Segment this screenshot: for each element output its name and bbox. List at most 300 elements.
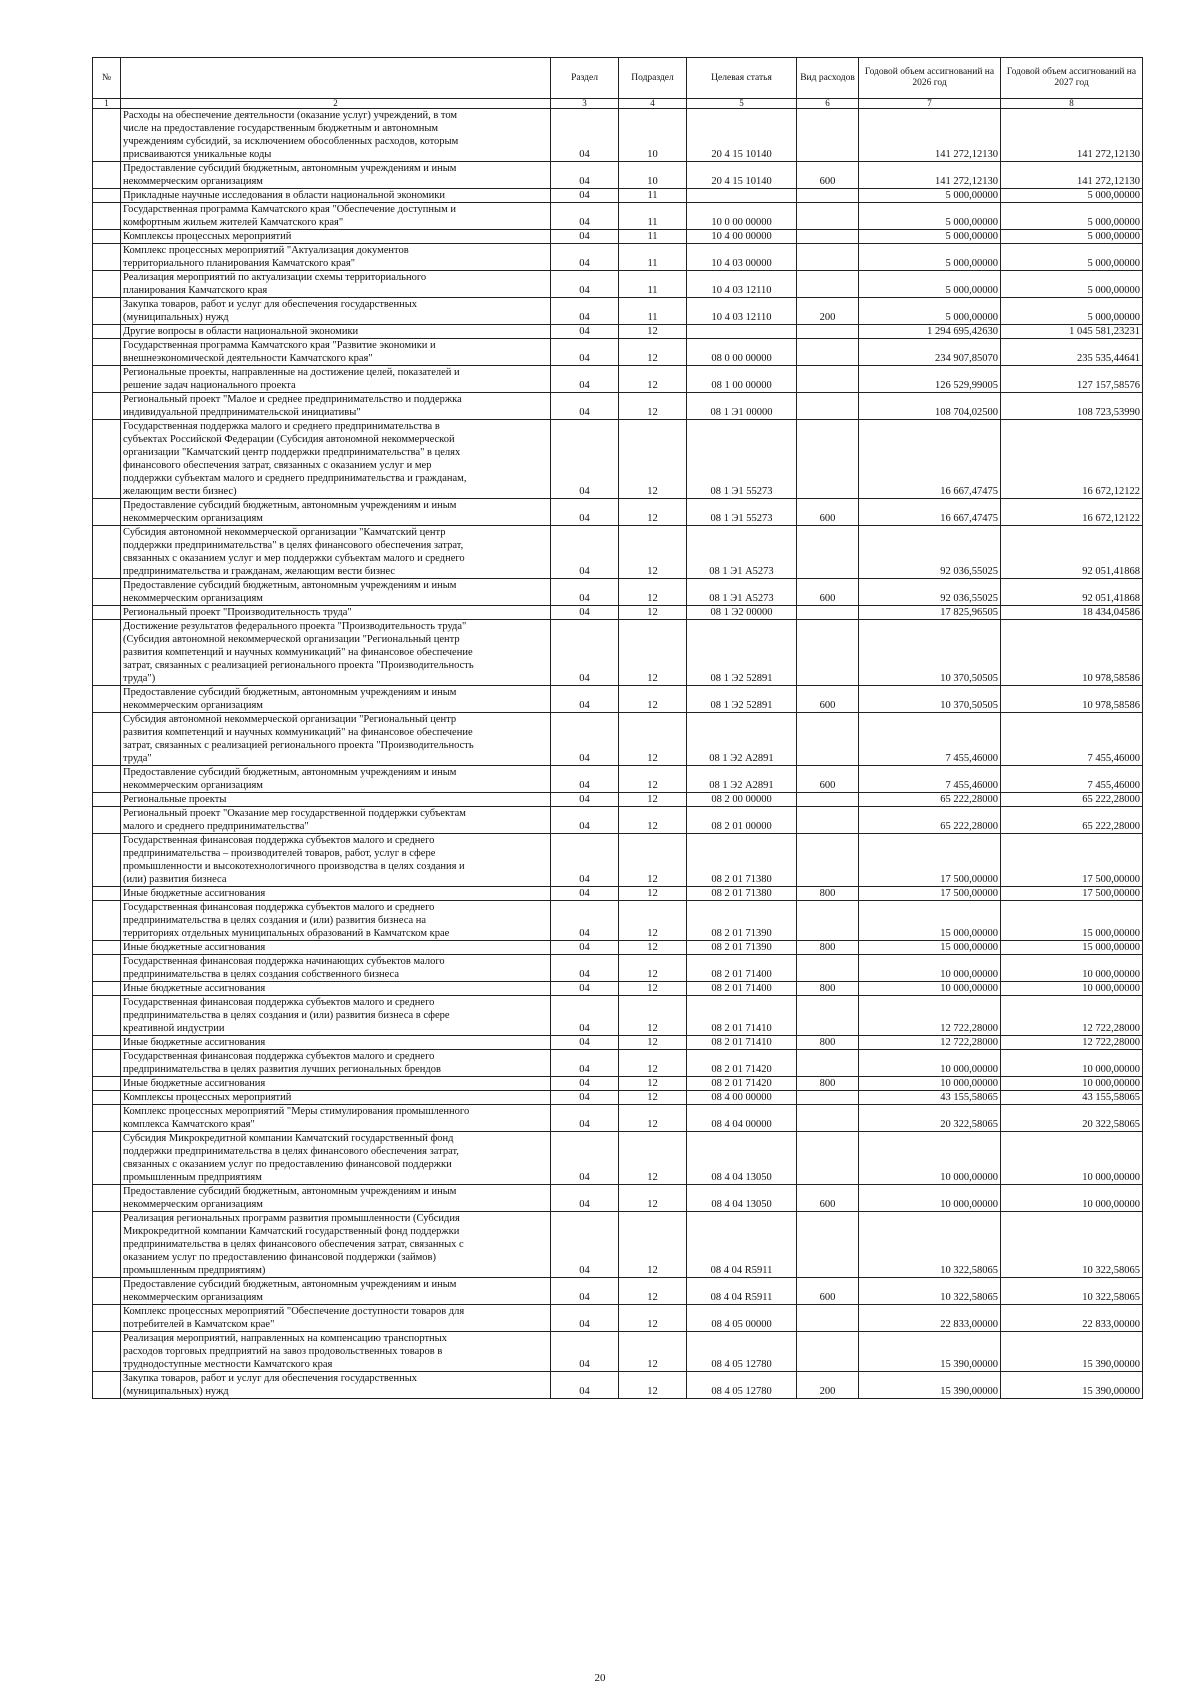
table-row: [93, 1372, 1143, 1399]
table-header-row: [93, 58, 1143, 99]
target-article-cell: 08 2 01 71390: [687, 941, 797, 955]
row-name-cell: Государственная финансовая поддержка субъектов малого и среднего предпринимательства – производителей товаров, работ, услуг в сфере промышленности и высокотехнологичного производства в целях создания и (или) развития бизнеса: [121, 834, 551, 887]
target-article-cell: 08 2 01 71380: [687, 887, 797, 901]
volume-2027-cell: 108 723,53990: [1001, 393, 1143, 420]
podrazdel-cell: 12: [619, 834, 687, 887]
volume-2026-cell: 43 155,58065: [859, 1091, 1001, 1105]
row-number-cell: [93, 1105, 121, 1132]
target-article-cell: 08 2 01 71380: [687, 834, 797, 887]
row-name-cell: Предоставление субсидий бюджетным, автономным учреждениям и иным некоммерческим организациям: [121, 1278, 551, 1305]
volume-2026-cell: 108 704,02500: [859, 393, 1001, 420]
podrazdel-cell: 12: [619, 339, 687, 366]
podrazdel-cell: 12: [619, 1077, 687, 1091]
table-row: [93, 793, 1143, 807]
row-name-cell: Субсидия Микрокредитной компании Камчатский государственный фонд поддержки предпринимательства в целях финансового обеспечения затрат, связанных с оказанием услуг по предоставлению финансовой поддержки промышленным предприятиям: [121, 1132, 551, 1185]
volume-2027-cell: 5 000,00000: [1001, 298, 1143, 325]
target-article-cell: 08 2 01 71410: [687, 1036, 797, 1050]
razdel-cell: 04: [551, 1372, 619, 1399]
expense-type-cell: [797, 713, 859, 766]
expense-type-cell: [797, 996, 859, 1036]
column-number: 7: [859, 99, 1001, 109]
razdel-cell: 04: [551, 766, 619, 793]
expense-type-cell: [797, 526, 859, 579]
column-number: 8: [1001, 99, 1143, 109]
razdel-cell: 04: [551, 982, 619, 996]
target-article-cell: 08 1 Э1 55273: [687, 499, 797, 526]
razdel-cell: 04: [551, 1278, 619, 1305]
razdel-cell: 04: [551, 579, 619, 606]
expense-type-cell: 600: [797, 579, 859, 606]
target-article-cell: 08 4 04 13050: [687, 1185, 797, 1212]
row-name-cell: Предоставление субсидий бюджетным, автономным учреждениям и иным некоммерческим организациям: [121, 499, 551, 526]
table-row: [93, 686, 1143, 713]
row-name-cell: Реализация региональных программ развития промышленности (Субсидия Микрокредитной компании Камчатский государственный фонд поддержки предпринимательства в целях финансового обеспечения затрат, связанных с оказанием услуг по предоставлению финансовой поддержки (займов) промышленным предприятиям): [121, 1212, 551, 1278]
expense-type-cell: [797, 955, 859, 982]
volume-2026-cell: 65 222,28000: [859, 793, 1001, 807]
expense-type-cell: 800: [797, 1036, 859, 1050]
podrazdel-cell: 12: [619, 579, 687, 606]
podrazdel-cell: 12: [619, 325, 687, 339]
row-number-cell: [93, 579, 121, 606]
target-article-cell: 08 2 01 71400: [687, 982, 797, 996]
expense-type-cell: [797, 1332, 859, 1372]
razdel-cell: 04: [551, 1091, 619, 1105]
row-number-cell: [93, 1132, 121, 1185]
volume-2027-cell: 12 722,28000: [1001, 1036, 1143, 1050]
row-name-cell: Комплекс процессных мероприятий "Актуализация документов территориального планирования Камчатского края": [121, 244, 551, 271]
row-name-cell: Расходы на обеспечение деятельности (оказание услуг) учреждений, в том числе на предоставление государственным бюджетным и автономным учреждениям субсидий, за исключением обособленных расходов, которым присваиваются уникальные коды: [121, 109, 551, 162]
expense-type-cell: [797, 393, 859, 420]
volume-2027-cell: 17 500,00000: [1001, 834, 1143, 887]
podrazdel-cell: 12: [619, 1132, 687, 1185]
row-number-cell: [93, 244, 121, 271]
row-number-cell: [93, 834, 121, 887]
volume-2026-cell: 1 294 695,42630: [859, 325, 1001, 339]
table-row: [93, 1185, 1143, 1212]
expense-type-cell: 600: [797, 766, 859, 793]
row-name-cell: Субсидия автономной некоммерческой организации "Камчатский центр поддержки предпринимательства" в целях финансового обеспечения затрат, связанных с оказанием услуг и мер поддержки субъектам малого и среднего предпринимательства и гражданам, желающим вести бизнес: [121, 526, 551, 579]
volume-2027-cell: 18 434,04586: [1001, 606, 1143, 620]
target-article-cell: 08 1 Э1 55273: [687, 420, 797, 499]
column-number: 2: [121, 99, 551, 109]
row-number-cell: [93, 620, 121, 686]
volume-2026-cell: 15 000,00000: [859, 941, 1001, 955]
expense-type-cell: 800: [797, 1077, 859, 1091]
row-name-cell: Закупка товаров, работ и услуг для обеспечения государственных (муниципальных) нужд: [121, 1372, 551, 1399]
table-row: [93, 1332, 1143, 1372]
volume-2026-cell: 65 222,28000: [859, 807, 1001, 834]
volume-2026-cell: 5 000,00000: [859, 271, 1001, 298]
expense-type-cell: 600: [797, 686, 859, 713]
table-row: [93, 766, 1143, 793]
razdel-cell: 04: [551, 834, 619, 887]
target-article-cell: 08 2 01 71420: [687, 1077, 797, 1091]
header-num: №: [93, 58, 121, 99]
column-number: 4: [619, 99, 687, 109]
row-name-cell: Предоставление субсидий бюджетным, автономным учреждениям и иным некоммерческим организациям: [121, 1185, 551, 1212]
row-name-cell: Комплексы процессных мероприятий: [121, 230, 551, 244]
target-article-cell: 08 2 01 71400: [687, 955, 797, 982]
row-number-cell: [93, 1036, 121, 1050]
volume-2027-cell: 5 000,00000: [1001, 203, 1143, 230]
target-article-cell: 08 1 Э2 52891: [687, 620, 797, 686]
razdel-cell: 04: [551, 606, 619, 620]
volume-2026-cell: 17 500,00000: [859, 834, 1001, 887]
razdel-cell: 04: [551, 1132, 619, 1185]
volume-2026-cell: 16 667,47475: [859, 420, 1001, 499]
razdel-cell: 04: [551, 793, 619, 807]
podrazdel-cell: 12: [619, 1105, 687, 1132]
volume-2027-cell: 10 000,00000: [1001, 955, 1143, 982]
razdel-cell: 04: [551, 325, 619, 339]
podrazdel-cell: 12: [619, 1212, 687, 1278]
row-name-cell: Комплекс процессных мероприятий "Меры стимулирования промышленного комплекса Камчатского края": [121, 1105, 551, 1132]
podrazdel-cell: 10: [619, 162, 687, 189]
table-row: [93, 887, 1143, 901]
podrazdel-cell: 12: [619, 887, 687, 901]
expense-type-cell: 600: [797, 499, 859, 526]
table-row: [93, 713, 1143, 766]
row-name-cell: Достижение результатов федерального проекта "Производительность труда" (Субсидия автономной некоммерческой организации "Региональный центр развития компетенций и научных коммуникаций" на финансовое обеспечение затрат, связанных с реализацией регионального проекта "Производительность труда"): [121, 620, 551, 686]
podrazdel-cell: 12: [619, 982, 687, 996]
razdel-cell: 04: [551, 244, 619, 271]
row-name-cell: Иные бюджетные ассигнования: [121, 941, 551, 955]
table-row: [93, 620, 1143, 686]
razdel-cell: 04: [551, 393, 619, 420]
target-article-cell: 08 4 04 R5911: [687, 1278, 797, 1305]
target-article-cell: [687, 325, 797, 339]
podrazdel-cell: 12: [619, 1091, 687, 1105]
podrazdel-cell: 12: [619, 793, 687, 807]
table-row: [93, 393, 1143, 420]
podrazdel-cell: 11: [619, 271, 687, 298]
expense-type-cell: [797, 230, 859, 244]
header-podrazdel: Подраздел: [619, 58, 687, 99]
expense-type-cell: 600: [797, 162, 859, 189]
row-number-cell: [93, 109, 121, 162]
volume-2026-cell: 15 000,00000: [859, 901, 1001, 941]
target-article-cell: 10 4 03 00000: [687, 244, 797, 271]
expense-type-cell: [797, 325, 859, 339]
podrazdel-cell: 12: [619, 1185, 687, 1212]
volume-2026-cell: 126 529,99005: [859, 366, 1001, 393]
target-article-cell: 08 4 05 12780: [687, 1372, 797, 1399]
target-article-cell: 10 4 03 12110: [687, 298, 797, 325]
target-article-cell: 10 4 03 12110: [687, 271, 797, 298]
podrazdel-cell: 12: [619, 499, 687, 526]
volume-2026-cell: 12 722,28000: [859, 996, 1001, 1036]
volume-2026-cell: 5 000,00000: [859, 298, 1001, 325]
target-article-cell: 10 4 00 00000: [687, 230, 797, 244]
row-name-cell: Предоставление субсидий бюджетным, автономным учреждениям и иным некоммерческим организациям: [121, 162, 551, 189]
volume-2026-cell: 5 000,00000: [859, 189, 1001, 203]
row-number-cell: [93, 713, 121, 766]
volume-2026-cell: 20 322,58065: [859, 1105, 1001, 1132]
volume-2026-cell: 141 272,12130: [859, 109, 1001, 162]
volume-2026-cell: 10 000,00000: [859, 1185, 1001, 1212]
volume-2027-cell: 92 051,41868: [1001, 579, 1143, 606]
expense-type-cell: [797, 244, 859, 271]
row-number-cell: [93, 606, 121, 620]
row-number-cell: [93, 1305, 121, 1332]
volume-2026-cell: 10 370,50505: [859, 686, 1001, 713]
column-number: 3: [551, 99, 619, 109]
expense-type-cell: [797, 366, 859, 393]
volume-2026-cell: 10 370,50505: [859, 620, 1001, 686]
target-article-cell: 20 4 15 10140: [687, 162, 797, 189]
volume-2027-cell: 235 535,44641: [1001, 339, 1143, 366]
row-number-cell: [93, 1212, 121, 1278]
target-article-cell: 08 1 Э1 А5273: [687, 526, 797, 579]
table-row: [93, 298, 1143, 325]
row-name-cell: Государственная поддержка малого и среднего предпринимательства в субъектах Российской Федерации (Субсидия автономной некоммерческой организации "Камчатский центр поддержки предпринимательства" в целях финансового обеспечения затрат, связанных с оказанием услуг и мер поддержки субъектам малого и среднего предпринимательства и гражданам, желающим вести бизнес): [121, 420, 551, 499]
target-article-cell: 10 0 00 00000: [687, 203, 797, 230]
row-number-cell: [93, 526, 121, 579]
expense-type-cell: [797, 1050, 859, 1077]
table-row: [93, 325, 1143, 339]
volume-2026-cell: 7 455,46000: [859, 766, 1001, 793]
volume-2026-cell: 7 455,46000: [859, 713, 1001, 766]
volume-2026-cell: 10 322,58065: [859, 1278, 1001, 1305]
podrazdel-cell: 12: [619, 393, 687, 420]
row-name-cell: Другие вопросы в области национальной экономики: [121, 325, 551, 339]
table-row: [93, 109, 1143, 162]
razdel-cell: 04: [551, 996, 619, 1036]
expense-type-cell: 800: [797, 941, 859, 955]
budget-table: [92, 57, 1143, 1399]
table-row: [93, 1091, 1143, 1105]
volume-2027-cell: 5 000,00000: [1001, 189, 1143, 203]
volume-2027-cell: 43 155,58065: [1001, 1091, 1143, 1105]
expense-type-cell: [797, 339, 859, 366]
expense-type-cell: [797, 793, 859, 807]
podrazdel-cell: 12: [619, 1305, 687, 1332]
volume-2026-cell: 10 000,00000: [859, 1050, 1001, 1077]
row-number-cell: [93, 1091, 121, 1105]
expense-type-cell: [797, 834, 859, 887]
razdel-cell: 04: [551, 1212, 619, 1278]
podrazdel-cell: 12: [619, 807, 687, 834]
table-row: [93, 579, 1143, 606]
razdel-cell: 04: [551, 887, 619, 901]
podrazdel-cell: 11: [619, 203, 687, 230]
row-number-cell: [93, 996, 121, 1036]
razdel-cell: 04: [551, 526, 619, 579]
target-article-cell: 08 1 Э2 00000: [687, 606, 797, 620]
volume-2026-cell: 22 833,00000: [859, 1305, 1001, 1332]
table-row: [93, 526, 1143, 579]
volume-2027-cell: 22 833,00000: [1001, 1305, 1143, 1332]
target-article-cell: 08 2 01 71390: [687, 901, 797, 941]
table-row: [93, 982, 1143, 996]
row-number-cell: [93, 339, 121, 366]
header-expense-type: Вид расходов: [797, 58, 859, 99]
volume-2026-cell: 10 000,00000: [859, 1132, 1001, 1185]
volume-2027-cell: 12 722,28000: [1001, 996, 1143, 1036]
table-row: [93, 1105, 1143, 1132]
podrazdel-cell: 12: [619, 766, 687, 793]
podrazdel-cell: 12: [619, 941, 687, 955]
volume-2026-cell: 15 390,00000: [859, 1372, 1001, 1399]
column-number-row: [93, 99, 1143, 109]
razdel-cell: 04: [551, 713, 619, 766]
table-row: [93, 162, 1143, 189]
podrazdel-cell: 11: [619, 298, 687, 325]
target-article-cell: 08 0 00 00000: [687, 339, 797, 366]
volume-2026-cell: 141 272,12130: [859, 162, 1001, 189]
header-volume-2026: Годовой объем ассигнований на 2026 год: [859, 58, 1001, 99]
row-number-cell: [93, 393, 121, 420]
target-article-cell: 08 2 00 00000: [687, 793, 797, 807]
table-row: [93, 244, 1143, 271]
table-row: [93, 230, 1143, 244]
table-row: [93, 339, 1143, 366]
razdel-cell: 04: [551, 339, 619, 366]
target-article-cell: 08 1 Э2 А2891: [687, 766, 797, 793]
row-name-cell: Предоставление субсидий бюджетным, автономным учреждениям и иным некоммерческим организациям: [121, 766, 551, 793]
row-name-cell: Предоставление субсидий бюджетным, автономным учреждениям и иным некоммерческим организациям: [121, 579, 551, 606]
volume-2026-cell: 10 322,58065: [859, 1212, 1001, 1278]
expense-type-cell: [797, 620, 859, 686]
razdel-cell: 04: [551, 1077, 619, 1091]
volume-2027-cell: 92 051,41868: [1001, 526, 1143, 579]
row-number-cell: [93, 941, 121, 955]
volume-2027-cell: 7 455,46000: [1001, 713, 1143, 766]
volume-2026-cell: 10 000,00000: [859, 1077, 1001, 1091]
table-row: [93, 1278, 1143, 1305]
volume-2027-cell: 10 978,58586: [1001, 686, 1143, 713]
row-name-cell: Иные бюджетные ассигнования: [121, 1036, 551, 1050]
razdel-cell: 04: [551, 298, 619, 325]
podrazdel-cell: 12: [619, 1372, 687, 1399]
volume-2027-cell: 10 322,58065: [1001, 1212, 1143, 1278]
column-number: 5: [687, 99, 797, 109]
target-article-cell: 08 4 05 12780: [687, 1332, 797, 1372]
razdel-cell: 04: [551, 162, 619, 189]
volume-2027-cell: 15 000,00000: [1001, 901, 1143, 941]
volume-2027-cell: 5 000,00000: [1001, 230, 1143, 244]
target-article-cell: 08 2 01 71420: [687, 1050, 797, 1077]
expense-type-cell: [797, 901, 859, 941]
razdel-cell: 04: [551, 366, 619, 393]
row-name-cell: Реализация мероприятий, направленных на компенсацию транспортных расходов торговых предприятий на завоз продовольственных товаров в труднодоступные местности Камчатского края: [121, 1332, 551, 1372]
expense-type-cell: [797, 189, 859, 203]
volume-2026-cell: 17 500,00000: [859, 887, 1001, 901]
volume-2027-cell: 20 322,58065: [1001, 1105, 1143, 1132]
volume-2027-cell: 141 272,12130: [1001, 162, 1143, 189]
volume-2027-cell: 65 222,28000: [1001, 793, 1143, 807]
volume-2026-cell: 10 000,00000: [859, 955, 1001, 982]
row-name-cell: Комплекс процессных мероприятий "Обеспечение доступности товаров для потребителей в Камчатском крае": [121, 1305, 551, 1332]
table-row: [93, 834, 1143, 887]
podrazdel-cell: 12: [619, 901, 687, 941]
target-article-cell: 08 1 00 00000: [687, 366, 797, 393]
row-number-cell: [93, 766, 121, 793]
volume-2027-cell: 16 672,12122: [1001, 499, 1143, 526]
row-number-cell: [93, 499, 121, 526]
expense-type-cell: 600: [797, 1278, 859, 1305]
target-article-cell: 08 4 05 00000: [687, 1305, 797, 1332]
target-article-cell: 20 4 15 10140: [687, 109, 797, 162]
row-number-cell: [93, 1050, 121, 1077]
razdel-cell: 04: [551, 1305, 619, 1332]
row-name-cell: Региональный проект "Малое и среднее предпринимательство и поддержка индивидуальной предпринимательской инициативы": [121, 393, 551, 420]
row-number-cell: [93, 325, 121, 339]
row-number-cell: [93, 230, 121, 244]
volume-2027-cell: 10 000,00000: [1001, 1185, 1143, 1212]
target-article-cell: [687, 189, 797, 203]
podrazdel-cell: 11: [619, 230, 687, 244]
expense-type-cell: 600: [797, 1185, 859, 1212]
razdel-cell: 04: [551, 109, 619, 162]
volume-2027-cell: 10 000,00000: [1001, 1077, 1143, 1091]
row-number-cell: [93, 1372, 121, 1399]
expense-type-cell: [797, 1132, 859, 1185]
volume-2027-cell: 1 045 581,23231: [1001, 325, 1143, 339]
target-article-cell: 08 1 Э1 00000: [687, 393, 797, 420]
volume-2026-cell: 92 036,55025: [859, 579, 1001, 606]
page-number: 20: [594, 1672, 606, 1684]
volume-2027-cell: 5 000,00000: [1001, 271, 1143, 298]
razdel-cell: 04: [551, 420, 619, 499]
row-name-cell: Иные бюджетные ассигнования: [121, 1077, 551, 1091]
volume-2027-cell: 15 000,00000: [1001, 941, 1143, 955]
target-article-cell: 08 4 00 00000: [687, 1091, 797, 1105]
row-number-cell: [93, 203, 121, 230]
budget-table-sheet: [92, 57, 1142, 1399]
razdel-cell: 04: [551, 620, 619, 686]
table-row: [93, 366, 1143, 393]
volume-2027-cell: 10 000,00000: [1001, 982, 1143, 996]
row-name-cell: Региональный проект "Производительность труда": [121, 606, 551, 620]
podrazdel-cell: 12: [619, 686, 687, 713]
volume-2026-cell: 12 722,28000: [859, 1036, 1001, 1050]
razdel-cell: 04: [551, 1105, 619, 1132]
row-number-cell: [93, 686, 121, 713]
row-number-cell: [93, 420, 121, 499]
podrazdel-cell: 10: [619, 109, 687, 162]
table-row: [93, 1036, 1143, 1050]
volume-2027-cell: 15 390,00000: [1001, 1332, 1143, 1372]
column-number: 6: [797, 99, 859, 109]
expense-type-cell: [797, 1212, 859, 1278]
target-article-cell: 08 1 Э1 А5273: [687, 579, 797, 606]
table-row: [93, 420, 1143, 499]
expense-type-cell: [797, 109, 859, 162]
razdel-cell: 04: [551, 499, 619, 526]
volume-2026-cell: 15 390,00000: [859, 1332, 1001, 1372]
target-article-cell: 08 2 01 00000: [687, 807, 797, 834]
volume-2026-cell: 17 825,96505: [859, 606, 1001, 620]
expense-type-cell: 800: [797, 982, 859, 996]
header-name: [121, 58, 551, 99]
expense-type-cell: 200: [797, 1372, 859, 1399]
razdel-cell: 04: [551, 271, 619, 298]
volume-2026-cell: 5 000,00000: [859, 203, 1001, 230]
volume-2027-cell: 10 000,00000: [1001, 1050, 1143, 1077]
volume-2027-cell: 15 390,00000: [1001, 1372, 1143, 1399]
table-row: [93, 807, 1143, 834]
row-name-cell: Региональные проекты, направленные на достижение целей, показателей и решение задач национального проекта: [121, 366, 551, 393]
razdel-cell: 04: [551, 1185, 619, 1212]
volume-2027-cell: 17 500,00000: [1001, 887, 1143, 901]
razdel-cell: 04: [551, 203, 619, 230]
podrazdel-cell: 11: [619, 189, 687, 203]
volume-2027-cell: 10 322,58065: [1001, 1278, 1143, 1305]
table-row: [93, 941, 1143, 955]
table-row: [93, 1077, 1143, 1091]
row-name-cell: Субсидия автономной некоммерческой организации "Региональный центр развития компетенций и научных коммуникаций" на финансовое обеспечение затрат, связанных с реализацией регионального проекта "Производительность труда": [121, 713, 551, 766]
